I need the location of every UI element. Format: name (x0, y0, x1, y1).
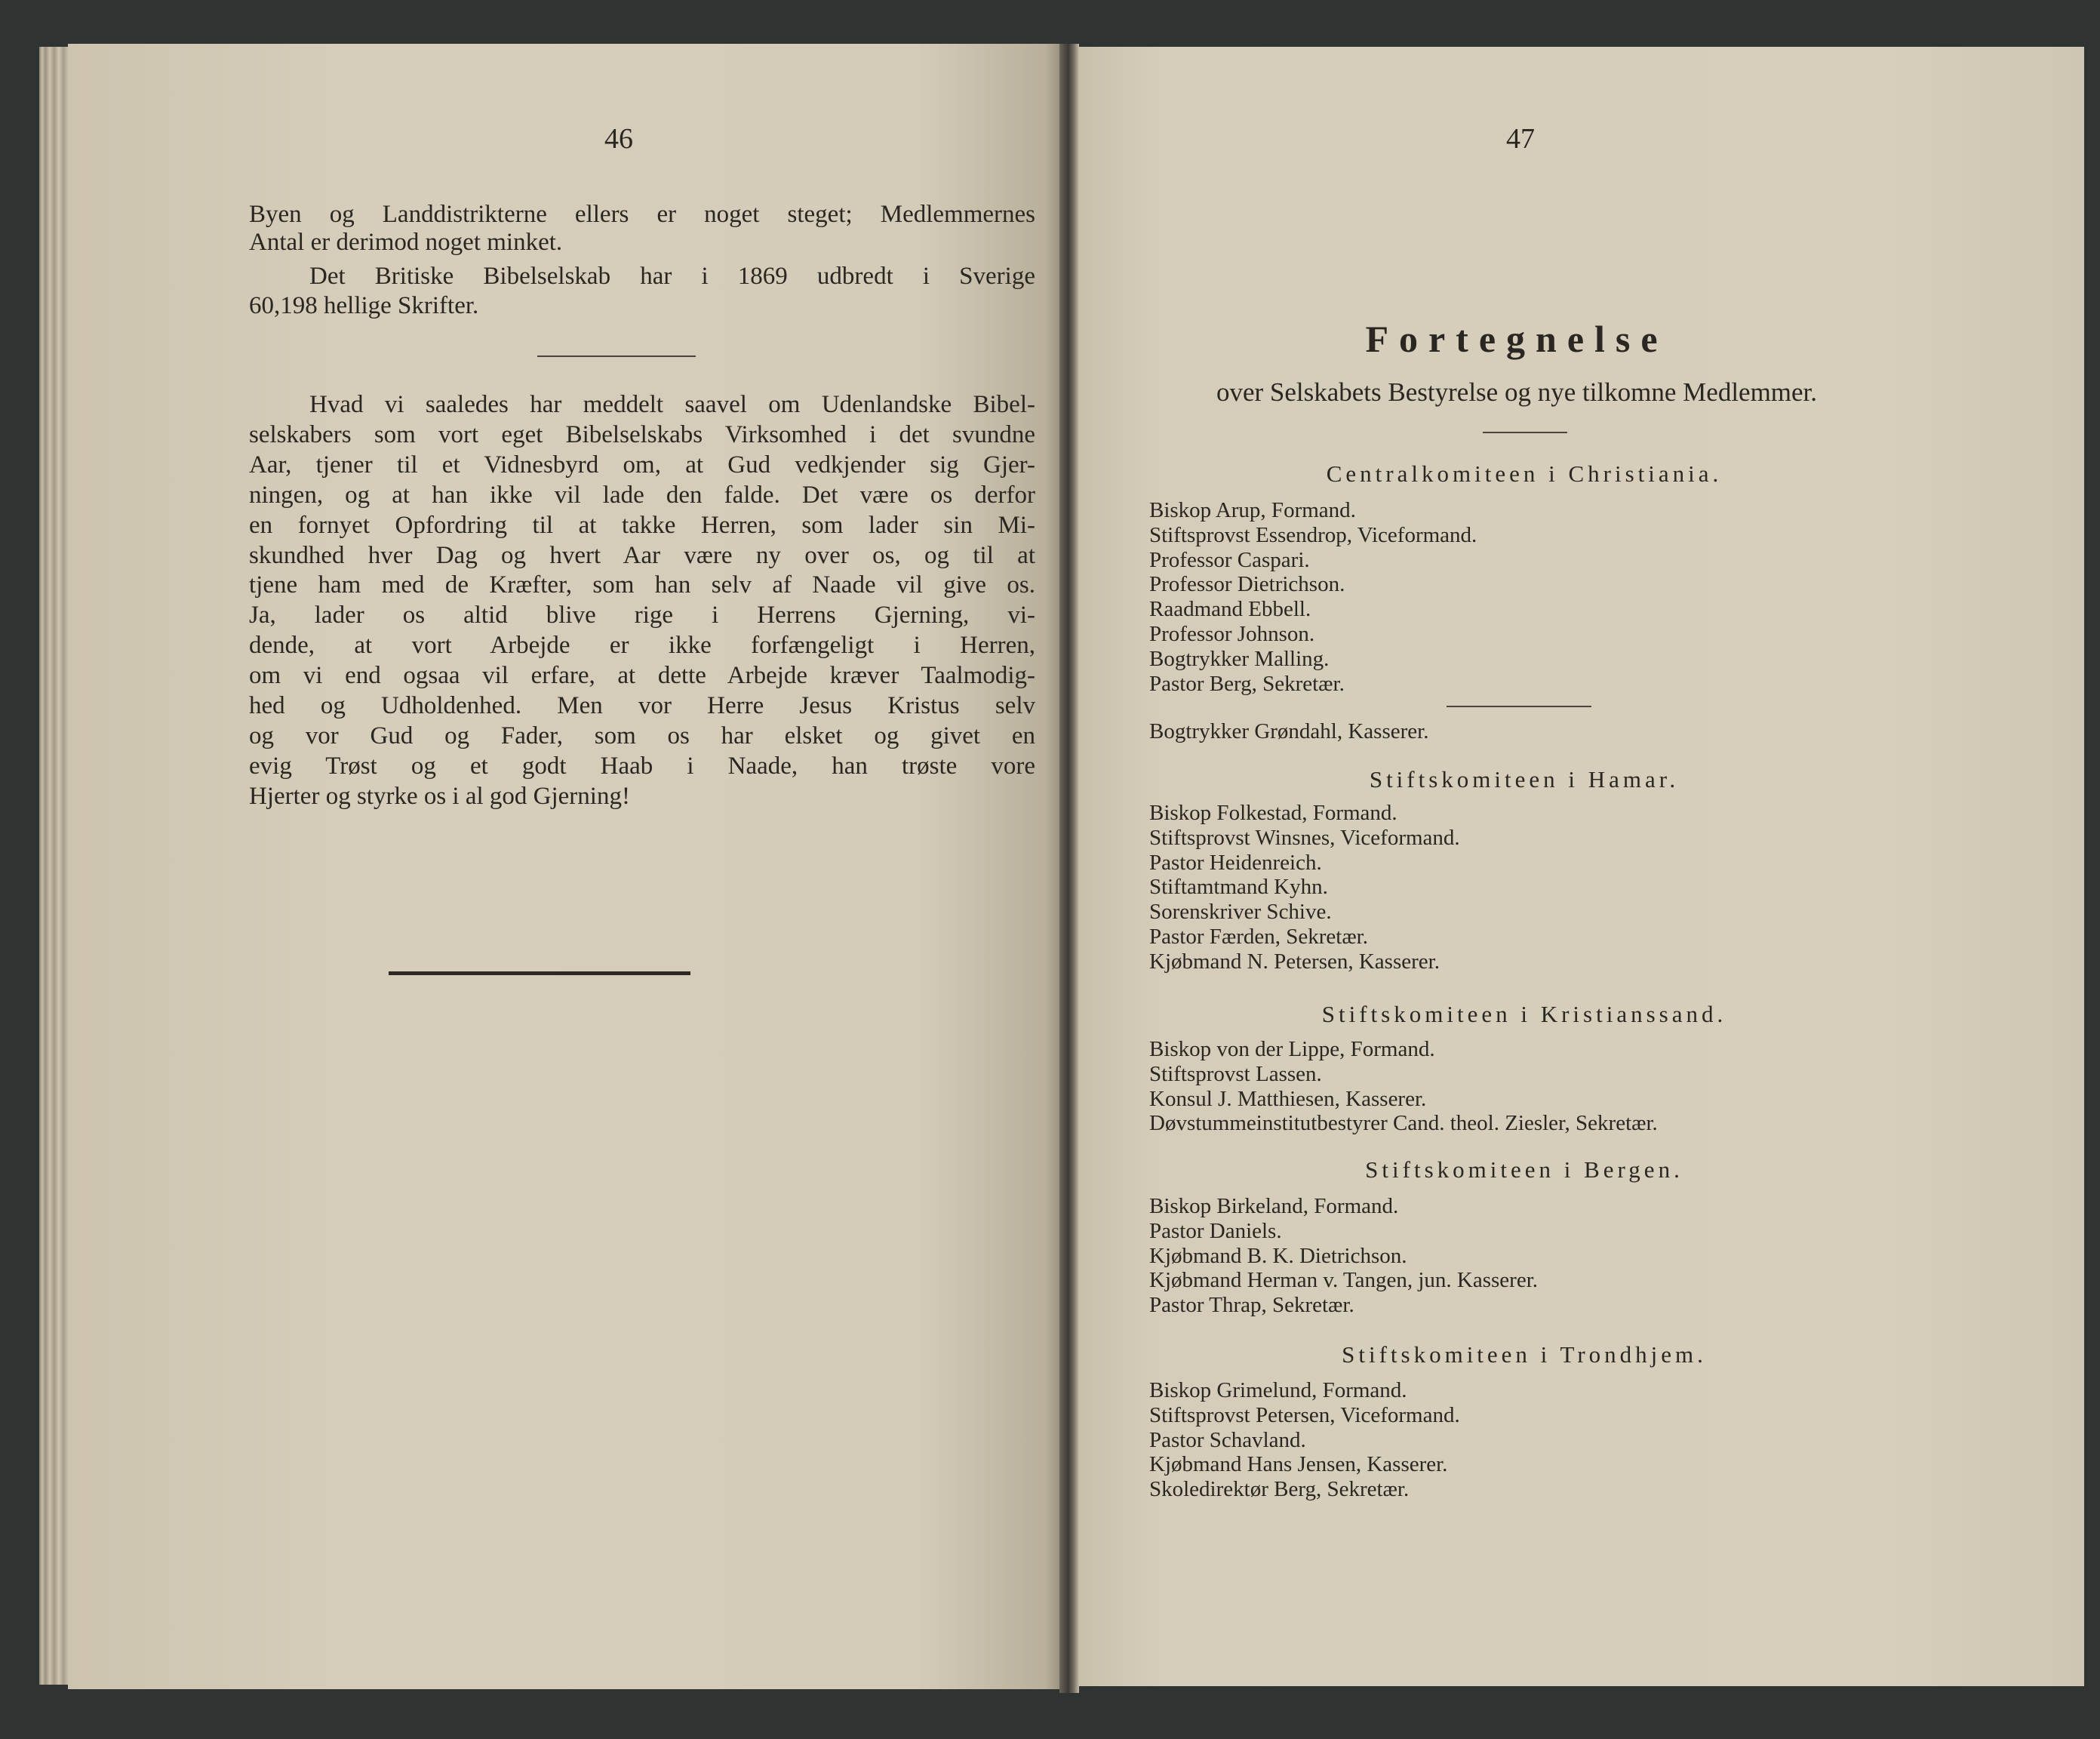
committee-heading: Stiftskomiteen i Hamar. (1369, 766, 1680, 793)
committee-member: Kjøbmand Hans Jensen, Kasserer. (1149, 1452, 1448, 1477)
committee-member: Døvstummeinstitutbestyrer Cand. theol. Ziesler, Sekretær. (1149, 1111, 1658, 1136)
end-ornament-rule (389, 971, 690, 975)
committee-member: Biskop Birkeland, Formand. (1149, 1194, 1399, 1218)
book-gutter (1059, 44, 1079, 1693)
committee-member: Pastor Heidenreich. (1149, 850, 1322, 875)
committee-member: Konsul J. Matthiesen, Kasserer. (1149, 1086, 1427, 1111)
text-line: selskabers som vort eget Bibelselskabs Virksomhed i det svundne (249, 420, 1035, 448)
committee-member: Biskop von der Lippe, Formand. (1149, 1037, 1435, 1061)
text-line: Det Britiske Bibelselskab har i 1869 udbredt i Sverige (309, 263, 1035, 290)
text-line: dende, at vort Arbejde er ikke forfængeligt i Herren, (249, 632, 1035, 660)
committee-member: Biskop Folkestad, Formand. (1149, 801, 1397, 825)
committee-member: Bogtrykker Malling. (1149, 646, 1330, 671)
text-line: ningen, og at han ikke vil lade den falde. Det være os derfor (249, 481, 1035, 509)
committee-member: Kjøbmand Herman v. Tangen, jun. Kasserer. (1149, 1268, 1539, 1293)
committee-member: Stiftsprovst Essendrop, Viceformand. (1149, 522, 1477, 547)
text-line: en fornyet Opfordring til at takke Herren, som lader sin Mi- (249, 511, 1035, 539)
committee-member: Raadmand Ebbell. (1149, 597, 1311, 622)
committee-member: Sorenskriver Schive. (1149, 900, 1332, 925)
committee-treasurer: Bogtrykker Grøndahl, Kasserer. (1149, 719, 1429, 743)
text-line: Aar, tjener til et Vidnesbyrd om, at Gud vedkjender sig Gjer- (249, 451, 1035, 479)
text-line: Hjerter og styrke os i al god Gjerning! (249, 782, 630, 810)
committee-member: Pastor Schavland. (1149, 1427, 1306, 1452)
committee-member: Pastor Berg, Sekretær. (1149, 671, 1345, 696)
text-line: skundhed hver Dag og hvert Aar være ny over os, og til at (249, 541, 1035, 569)
committee-member: Pastor Daniels. (1149, 1218, 1282, 1243)
page-number-right: 47 (1506, 123, 1535, 155)
committee-heading: Stiftskomiteen i Kristianssand. (1321, 1001, 1727, 1027)
text-line: Byen og Landdistrikterne ellers er noget steget; Medlemmernes (249, 201, 1035, 228)
committee-member: Stiftsprovst Petersen, Viceformand. (1149, 1402, 1460, 1427)
committee-member: Stiftsprovst Lassen. (1149, 1061, 1322, 1086)
treasurer-divider (1447, 706, 1591, 707)
text-line: om vi end ogsaa vil erfare, at dette Arbejde kræver Taalmodig- (249, 662, 1035, 690)
page-stack-edge (39, 47, 69, 1685)
text-line: Ja, lader os altid blive rige i Herrens Gjerning, vi- (249, 602, 1035, 629)
list-subtitle: over Selskabets Bestyrelse og nye tilkomne Medlemmer. (1216, 377, 1818, 407)
committee-heading: Stiftskomiteen i Bergen. (1365, 1156, 1683, 1183)
committee-member: Stiftamtmand Kyhn. (1149, 875, 1328, 900)
text-line: hed og Udholdenhed. Men vor Herre Jesus Kristus selv (249, 692, 1035, 719)
committee-heading: Stiftskomiteen i Trondhjem. (1342, 1341, 1707, 1368)
committee-member: Professor Caspari. (1149, 547, 1310, 572)
list-title: Fortegnelse (1365, 318, 1668, 360)
section-divider (537, 355, 696, 357)
committee-member: Kjøbmand B. K. Dietrichson. (1149, 1243, 1407, 1268)
page-number-left: 46 (604, 123, 633, 155)
text-line: Hvad vi saaledes har meddelt saavel om Udenlandske Bibel- (309, 391, 1035, 418)
committee-member: Pastor Thrap, Sekretær. (1149, 1293, 1354, 1318)
committee-member: Biskop Grimelund, Formand. (1149, 1378, 1407, 1402)
text-line: tjene ham med de Kræfter, som han selv af Naade vil give os. (249, 571, 1035, 599)
title-divider (1483, 432, 1567, 433)
committee-member: Pastor Færden, Sekretær. (1149, 925, 1368, 949)
text-line: Antal er derimod noget minket. (249, 229, 563, 256)
committee-member: Kjøbmand N. Petersen, Kasserer. (1149, 949, 1440, 974)
committee-member: Stiftsprovst Winsnes, Viceformand. (1149, 825, 1460, 850)
committee-member: Biskop Arup, Formand. (1149, 498, 1356, 522)
text-line: og vor Gud og Fader, som os har elsket og givet en (249, 722, 1035, 749)
committee-heading: Centralkomiteen i Christiania. (1326, 460, 1723, 487)
text-line: 60,198 hellige Skrifter. (249, 292, 479, 319)
committee-member: Professor Johnson. (1149, 622, 1315, 646)
committee-member: Professor Dietrichson. (1149, 572, 1345, 597)
committee-member: Skoledirektør Berg, Sekretær. (1149, 1477, 1410, 1502)
text-line: evig Trøst og et godt Haab i Naade, han trøste vore (249, 752, 1035, 780)
